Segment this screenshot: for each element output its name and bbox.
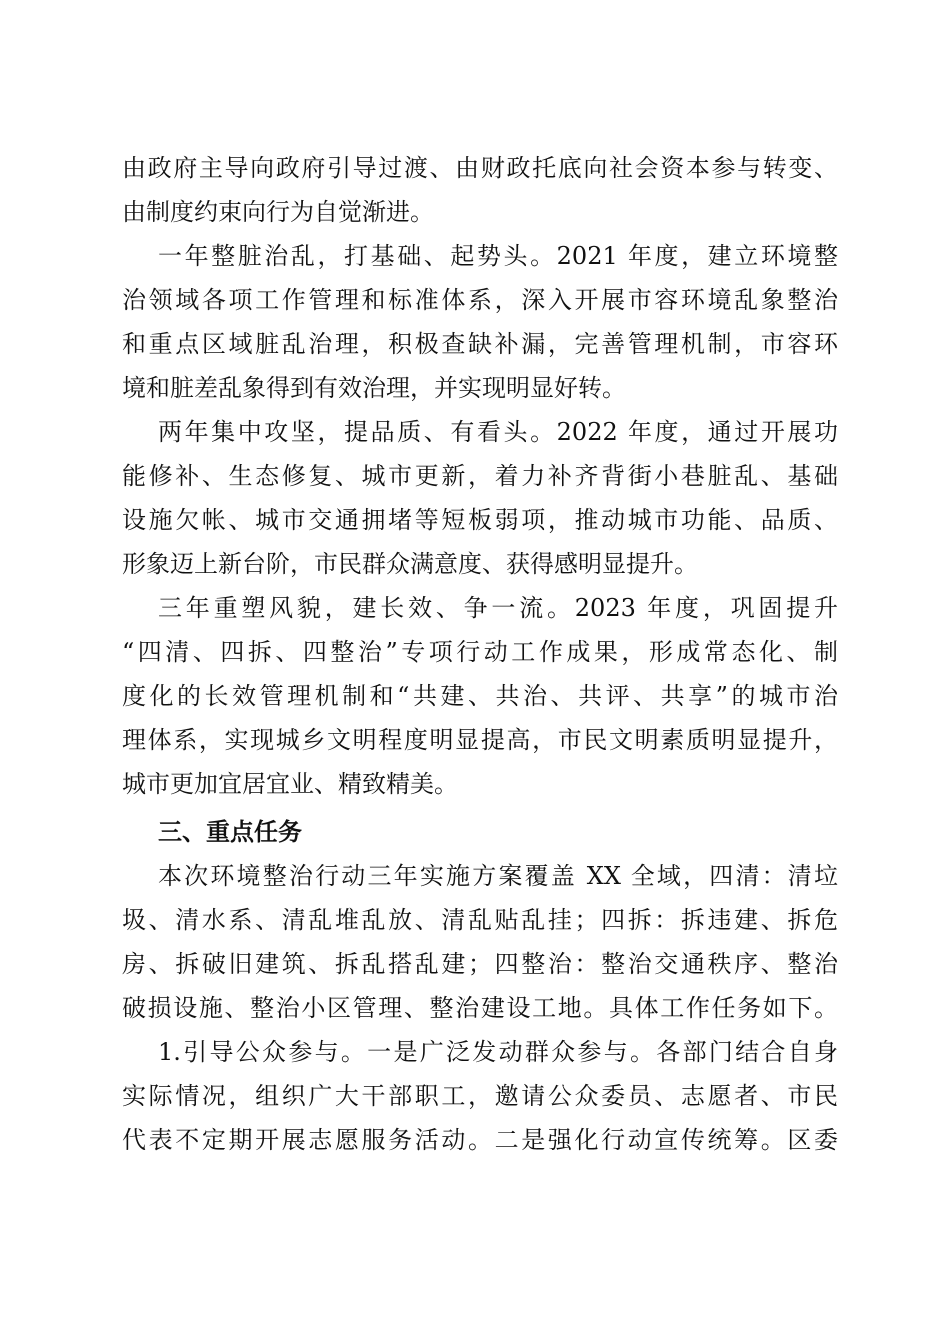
text-line: 实际情况，组织广大干部职工，邀请公众委员、志愿者、市民 xyxy=(122,1082,838,1110)
text-line: 本次环境整治行动三年实施方案覆盖 XX 全域，四清：清垃 xyxy=(158,862,838,890)
text-line: 形象迈上新台阶，市民群众满意度、获得感明显提升。 xyxy=(122,550,698,578)
text-line: 和重点区域脏乱治理，积极查缺补漏，完善管理机制，市容环 xyxy=(122,330,838,358)
text-line: 圾、清水系、清乱堆乱放、清乱贴乱挂；四拆：拆违建、拆危 xyxy=(122,906,838,934)
text-line: 代表不定期开展志愿服务活动。二是强化行动宣传统筹。区委 xyxy=(122,1126,838,1154)
text-line: “四清、四拆、四整治”专项行动工作成果，形成常态化、制 xyxy=(122,638,838,666)
text-line: 设施欠帐、城市交通拥堵等短板弱项，推动城市功能、品质、 xyxy=(122,506,838,534)
text-line: 破损设施、整治小区管理、整治建设工地。具体工作任务如下。 xyxy=(122,994,838,1022)
text-line: 三年重塑风貌，建长效、争一流。2023 年度，巩固提升 xyxy=(158,594,838,622)
text-line: 1.引导公众参与。一是广泛发动群众参与。各部门结合自身 xyxy=(158,1038,838,1066)
text-line: 由制度约束向行为自觉渐进。 xyxy=(122,198,434,226)
text-line: 房、拆破旧建筑、拆乱搭乱建；四整治：整治交通秩序、整治 xyxy=(122,950,838,978)
text-line: 一年整脏治乱，打基础、起势头。2021 年度，建立环境整 xyxy=(158,242,838,270)
section-heading: 三、重点任务 xyxy=(158,818,302,846)
text-line: 治领域各项工作管理和标准体系，深入开展市容环境乱象整治 xyxy=(122,286,838,314)
text-line: 境和脏差乱象得到有效治理，并实现明显好转。 xyxy=(122,374,626,402)
text-line: 理体系，实现城乡文明程度明显提高，市民文明素质明显提升， xyxy=(122,726,838,754)
text-line: 两年集中攻坚，提品质、有看头。2022 年度，通过开展功 xyxy=(158,418,838,446)
text-line: 城市更加宜居宜业、精致精美。 xyxy=(122,770,458,798)
text-line: 能修补、生态修复、城市更新，着力补齐背街小巷脏乱、基础 xyxy=(122,462,838,490)
text-line: 度化的长效管理机制和“共建、共治、共评、共享”的城市治 xyxy=(122,682,838,710)
text-line: 由政府主导向政府引导过渡、由财政托底向社会资本参与转变、 xyxy=(122,154,838,182)
